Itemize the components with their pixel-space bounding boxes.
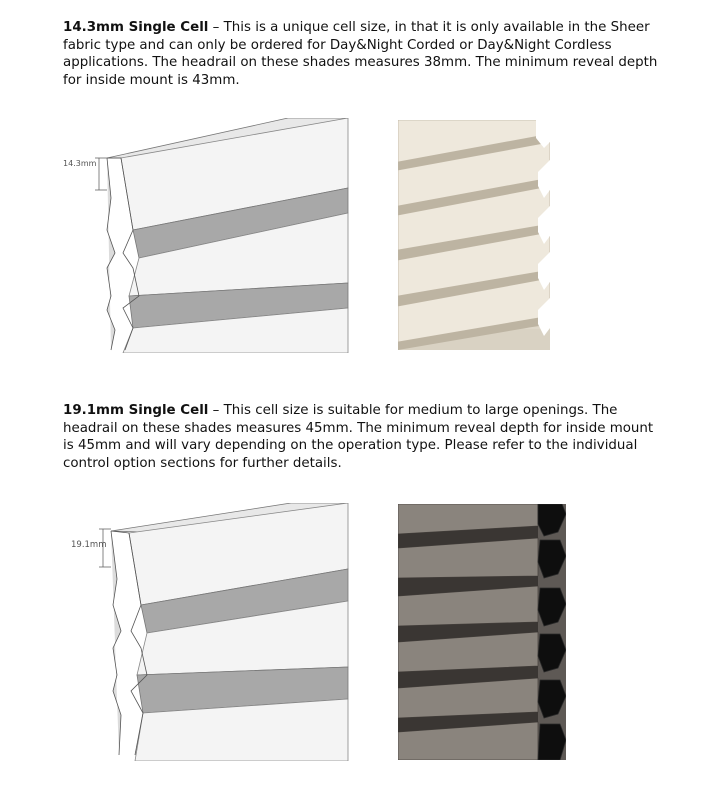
cell-diagram-14mm (63, 118, 353, 353)
dimension-label-14mm: 14.3mm (63, 159, 97, 168)
cell-diagram-19mm (63, 503, 353, 761)
section-2-body: – This cell size is suitable for medium to large openings. The headrail on these shades measures 45mm. The minimum reveal depth for inside mount is 45mm and will vary depending on the operation type. Please refer to the individual control option sections for further details. (63, 403, 654, 471)
sheer-fabric-photo (398, 120, 550, 350)
section-1-heading: 14.3mm Single Cell (63, 20, 209, 35)
section-2-heading: 19.1mm Single Cell (63, 403, 209, 418)
dark-fabric-photo (398, 504, 566, 760)
section-2-paragraph (63, 402, 663, 472)
section-1-paragraph (63, 19, 663, 89)
dimension-label-19mm: 19.1mm (71, 540, 107, 550)
section-1-body: – This is a unique cell size, in that it is only available in the Sheer fabric type and can only be ordered for Day&Night Corded or Day&Night Cordless applications. The headrail on these shades measures 38mm. The minimum reveal depth for inside mount is 43mm. (63, 20, 658, 88)
